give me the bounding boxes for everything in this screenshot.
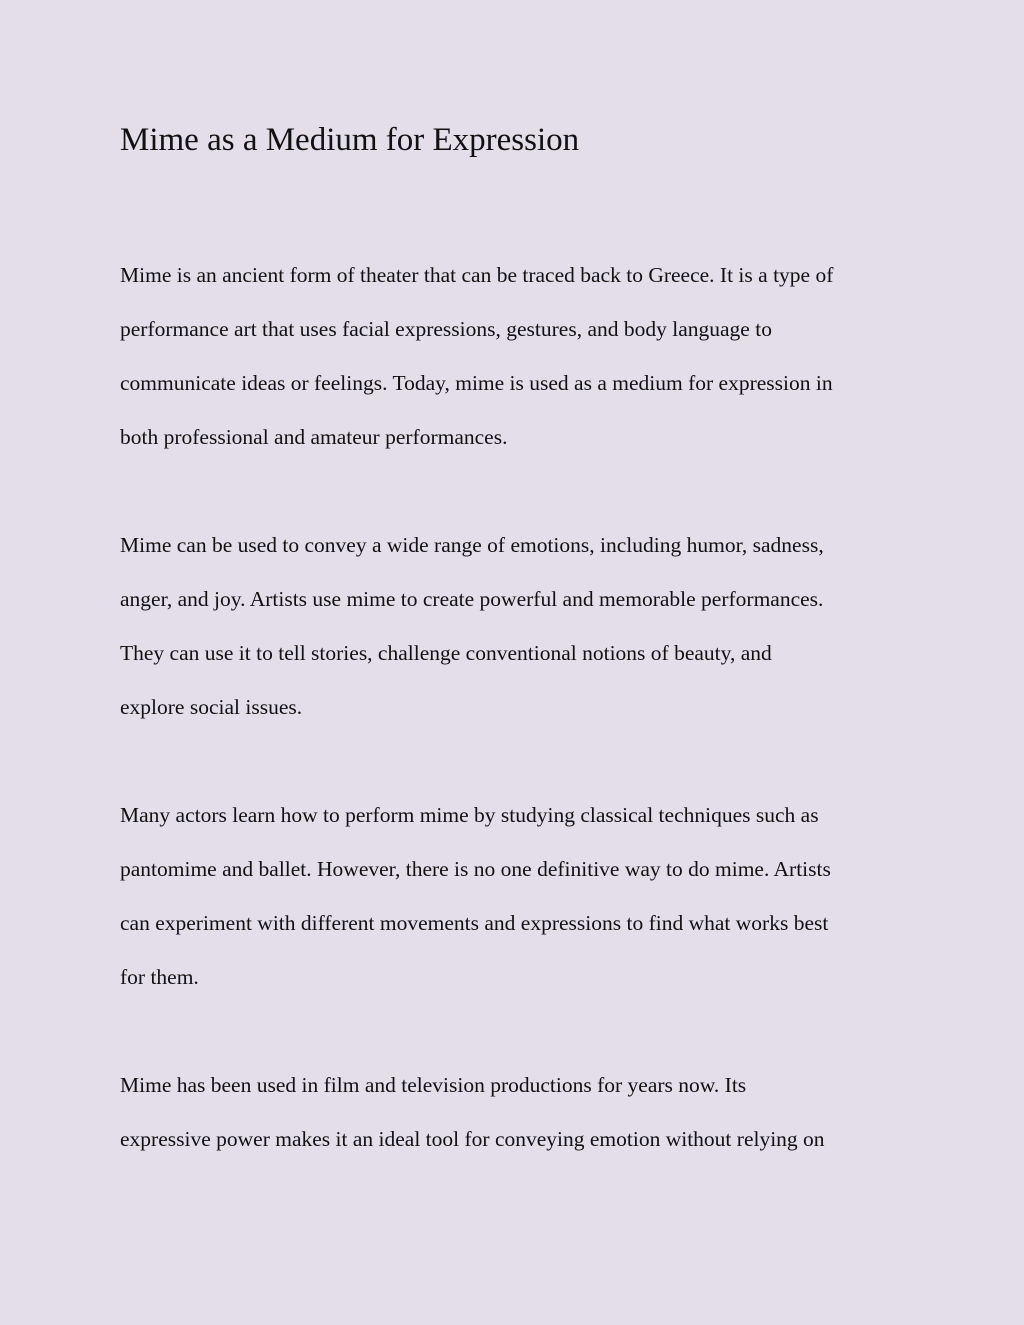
paragraph-line: They can use it to tell stories, challenge conventional notions of beauty, and bbox=[120, 641, 772, 665]
paragraph-3 bbox=[120, 788, 920, 1004]
paragraph-line: performance art that uses facial expressions, gestures, and body language to bbox=[120, 317, 772, 341]
paragraph-line: anger, and joy. Artists use mime to create powerful and memorable performances. bbox=[120, 587, 824, 611]
paragraph-line: communicate ideas or feelings. Today, mime is used as a medium for expression in bbox=[120, 371, 833, 395]
paragraph-2 bbox=[120, 518, 920, 734]
document-body bbox=[120, 248, 920, 1220]
paragraph-line: pantomime and ballet. However, there is no one definitive way to do mime. Artists bbox=[120, 857, 831, 881]
paragraph-line: explore social issues. bbox=[120, 695, 303, 719]
page-title: Mime as a Medium for Expression bbox=[120, 122, 580, 158]
paragraph-line: can experiment with different movements and expressions to find what works best bbox=[120, 911, 829, 935]
paragraph-line: Mime is an ancient form of theater that can be traced back to Greece. It is a type of bbox=[120, 263, 834, 287]
paragraph-line: both professional and amateur performances. bbox=[120, 425, 508, 449]
paragraph-line: Mime has been used in film and television productions for years now. Its bbox=[120, 1073, 747, 1097]
paragraph-line: Mime can be used to convey a wide range of emotions, including humor, sadness, bbox=[120, 533, 824, 557]
paragraph-line: expressive power makes it an ideal tool for conveying emotion without relying on bbox=[120, 1127, 825, 1151]
paragraph-line: Many actors learn how to perform mime by studying classical techniques such as bbox=[120, 803, 819, 827]
paragraph-line: for them. bbox=[120, 965, 199, 989]
paragraph-1 bbox=[120, 248, 920, 464]
paragraph-4 bbox=[120, 1058, 920, 1166]
